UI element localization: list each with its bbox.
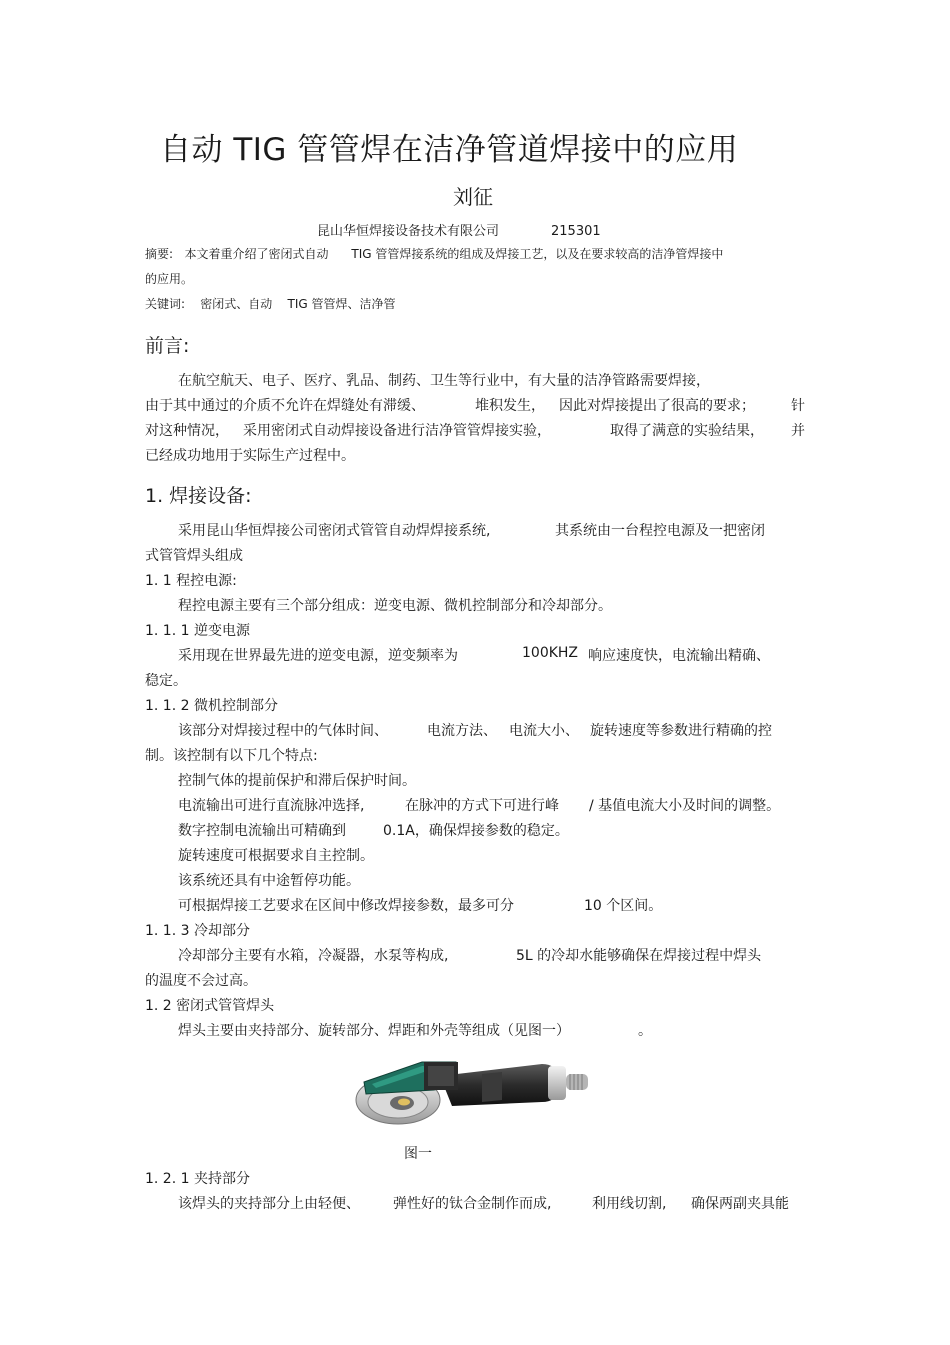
- abstract-line-1: 摘要: 本文着重介绍了密闭式自动 TIG 管管焊接系统的组成及焊接工艺，以及在要求较高的洁净管焊接中: [145, 247, 724, 261]
- heading-1-1-2: 1. 1. 2 微机控制部分: [145, 698, 278, 714]
- preface-line-3b: 采用密闭式自动焊接设备进行洁净管管焊接实验，: [243, 423, 551, 439]
- s112-feature-3b: 0.1A，确保焊接参数的稳定。: [383, 823, 569, 839]
- s112-feature-3a: 数字控制电流输出可精确到: [178, 823, 346, 839]
- preface-line-3c: 取得了满意的实验结果，: [610, 423, 764, 439]
- page-title: 自动 TIG 管管焊在洁净管道焊接中的应用: [160, 132, 739, 168]
- s112-feature-1: 控制气体的提前保护和滞后保护时间。: [178, 773, 416, 789]
- preface-line-2c: 因此对焊接提出了很高的要求；: [559, 398, 755, 414]
- s112-feature-6a: 可根据焊接工艺要求在区间中修改焊接参数，最多可分: [178, 898, 514, 914]
- s112-feature-2b: 在脉冲的方式下可进行峰: [405, 798, 559, 814]
- s121-line-1d: 确保两副夹具能: [691, 1196, 789, 1212]
- s112-line-1d: 旋转速度等参数进行精确的控: [590, 723, 772, 739]
- section1-line-2: 式管管焊头组成: [145, 548, 243, 564]
- author-name: 刘征: [453, 185, 493, 209]
- s112-feature-2a: 电流输出可进行直流脉冲选择,: [178, 798, 365, 814]
- preface-line-3d: 并: [791, 423, 805, 439]
- s112-line-1a: 该部分对焊接过程中的气体时间、: [178, 723, 388, 739]
- s112-feature-4: 旋转速度可根据要求自主控制。: [178, 848, 374, 864]
- s112-feature-2c: / 基值电流大小及时间的调整。: [589, 798, 781, 814]
- s112-line-2: 制。该控制有以下几个特点:: [145, 748, 318, 764]
- section1-line-1a: 采用昆山华恒焊接公司密闭式管管自动焊焊接系统,: [178, 523, 491, 539]
- section-heading-preface: 前言:: [145, 335, 190, 357]
- preface-line-2b: 堆积发生，: [475, 398, 545, 414]
- heading-1-1: 1. 1 程控电源:: [145, 573, 237, 589]
- s113-line-1b: 5L 的冷却水能够确保在焊接过程中焊头: [516, 948, 762, 964]
- affiliation-zip: 215301: [551, 224, 601, 239]
- welding-head-image: [352, 1056, 592, 1128]
- s112-line-1c: 电流大小、: [509, 723, 579, 739]
- s111-line-1a: 采用现在世界最先进的逆变电源，逆变频率为: [178, 648, 458, 664]
- figure-caption: 图一: [404, 1146, 432, 1162]
- abstract-line-2: 的应用。: [145, 272, 194, 286]
- preface-line-1: 在航空航天、电子、医疗、乳品、制药、卫生等行业中，有大量的洁净管路需要焊接，: [178, 373, 710, 389]
- section1-line-1b: 其系统由一台程控电源及一把密闭: [555, 523, 765, 539]
- s113-line-1a: 冷却部分主要有水箱，冷凝器，水泵等构成,: [178, 948, 449, 964]
- s121-line-1b: 弹性好的钛合金制作而成,: [393, 1196, 552, 1212]
- s11-text: 程控电源主要有三个部分组成：逆变电源、微机控制部分和冷却部分。: [178, 598, 612, 614]
- s112-feature-5: 该系统还具有中途暂停功能。: [178, 873, 360, 889]
- preface-line-4: 已经成功地用于实际生产过程中。: [145, 448, 355, 464]
- heading-1-1-3: 1. 1. 3 冷却部分: [145, 923, 250, 939]
- s112-feature-6b: 10 个区间。: [584, 898, 663, 914]
- s113-line-2: 的温度不会过高。: [145, 973, 257, 989]
- s12-line-1b: 。: [638, 1023, 652, 1039]
- s121-line-1c: 利用线切割,: [592, 1196, 667, 1212]
- heading-1-1-1: 1. 1. 1 逆变电源: [145, 623, 250, 639]
- heading-1-2-1: 1. 2. 1 夹持部分: [145, 1171, 250, 1187]
- preface-line-2d: 针: [791, 398, 805, 414]
- s112-line-1b: 电流方法、: [427, 723, 497, 739]
- keywords: 关键词: 密闭式、自动 TIG 管管焊、洁净管: [145, 297, 396, 311]
- s111-line-2: 稳定。: [145, 673, 187, 689]
- s111-line-1c: 响应速度快，电流输出精确、: [588, 648, 770, 664]
- s121-line-1a: 该焊头的夹持部分上由轻便、: [178, 1196, 360, 1212]
- s12-line-1a: 焊头主要由夹持部分、旋转部分、焊距和外壳等组成（见图一）: [178, 1023, 570, 1039]
- preface-line-2a: 由于其中通过的介质不允许在焊缝处有滞缓、: [145, 398, 425, 414]
- section-heading-1: 1. 焊接设备:: [145, 485, 252, 507]
- affiliation-org: 昆山华恒焊接设备技术有限公司: [317, 224, 500, 239]
- preface-line-3a: 对这种情况，: [145, 423, 229, 439]
- heading-1-2: 1. 2 密闭式管管焊头: [145, 998, 275, 1014]
- s111-line-1b: 100KHZ: [522, 645, 579, 661]
- affiliation: [317, 220, 601, 239]
